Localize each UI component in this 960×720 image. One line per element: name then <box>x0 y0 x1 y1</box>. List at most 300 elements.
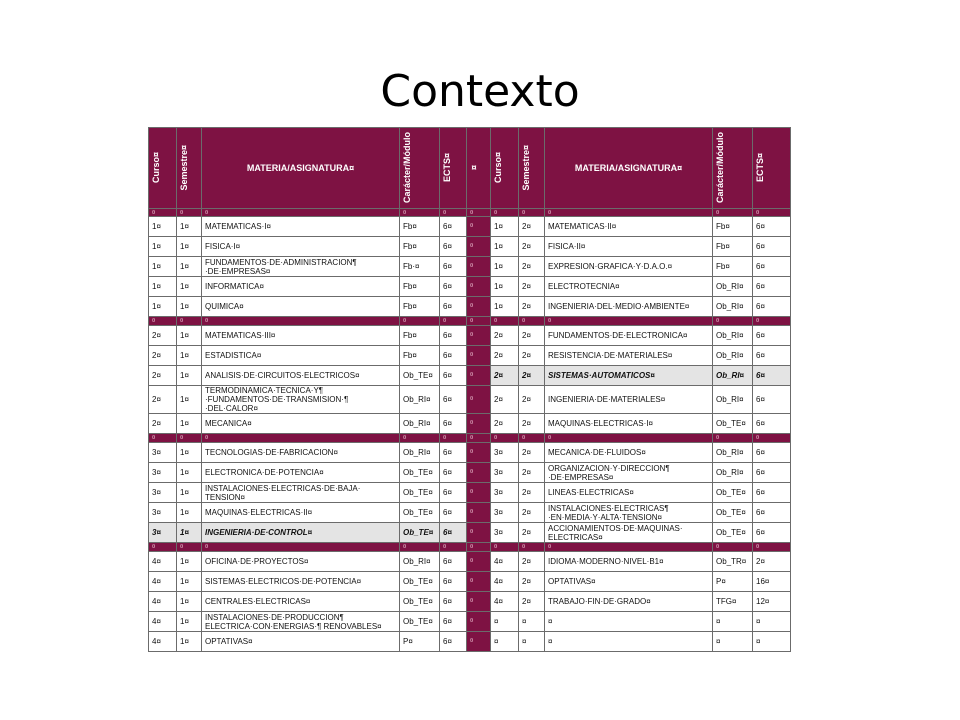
caracter-cell: Ob_RI¤ <box>713 277 753 297</box>
table-row <box>149 503 791 523</box>
table-row <box>149 592 791 612</box>
semestre-cell: 2¤ <box>519 217 545 237</box>
marker-cell: ¤ <box>519 209 545 217</box>
ects-cell: 6¤ <box>440 257 467 277</box>
separator-cell: ¤ <box>467 237 491 257</box>
table-row <box>149 217 791 237</box>
curso-cell: 1¤ <box>491 257 519 277</box>
caracter-cell: Ob_RI¤ <box>713 443 753 463</box>
materia-cell: INGENIERIA·DEL·MEDIO·AMBIENTE¤ <box>545 297 713 317</box>
separator-cell: ¤ <box>177 434 202 443</box>
separator-cell: ¤ <box>400 317 440 326</box>
table-row <box>149 414 791 434</box>
table-row <box>149 326 791 346</box>
materia-cell: MECANICA¤ <box>202 414 400 434</box>
ects-cell: 6¤ <box>440 503 467 523</box>
semestre-cell: 2¤ <box>519 572 545 592</box>
curso-cell: ¤ <box>491 632 519 652</box>
caracter-cell: P¤ <box>400 632 440 652</box>
marker-cell: ¤ <box>149 209 177 217</box>
curso-cell: 2¤ <box>491 326 519 346</box>
caracter-cell: Ob_TE¤ <box>400 523 440 543</box>
caracter-cell: Fb¤ <box>400 326 440 346</box>
table-row <box>149 297 791 317</box>
materia-cell: ELECTRONICA·DE·POTENCIA¤ <box>202 463 400 483</box>
semestre-cell: 1¤ <box>177 523 202 543</box>
marker-cell: ¤ <box>177 209 202 217</box>
semestre-cell: 1¤ <box>177 297 202 317</box>
caracter-cell: Ob_TE¤ <box>400 503 440 523</box>
semestre-cell: 1¤ <box>177 366 202 386</box>
semestre-cell: 1¤ <box>177 414 202 434</box>
separator-cell: ¤ <box>467 523 491 543</box>
caracter-cell: ¤ <box>713 632 753 652</box>
curriculum-table <box>148 127 791 652</box>
ects-cell: 6¤ <box>753 297 791 317</box>
caracter-cell: Ob_RI¤ <box>713 463 753 483</box>
caracter-cell: Fb¤ <box>400 277 440 297</box>
semestre-cell: 2¤ <box>519 326 545 346</box>
caracter-cell: ¤ <box>713 612 753 632</box>
table-row <box>149 572 791 592</box>
caracter-cell: Fb¤ <box>713 217 753 237</box>
caracter-cell: Ob_TE¤ <box>400 483 440 503</box>
semestre-cell: 1¤ <box>177 572 202 592</box>
caracter-cell: Ob_TE¤ <box>400 366 440 386</box>
separator-cell: ¤ <box>753 434 791 443</box>
curso-cell: 4¤ <box>491 592 519 612</box>
ects-cell: 6¤ <box>440 483 467 503</box>
separator-cell: ¤ <box>467 503 491 523</box>
materia-cell: RESISTENCIA·DE·MATERIALES¤ <box>545 346 713 366</box>
table-row <box>149 386 791 414</box>
caracter-cell: Ob_RI¤ <box>400 386 440 414</box>
materia-cell: SISTEMAS·ELECTRICOS·DE·POTENCIA¤ <box>202 572 400 592</box>
table-row <box>149 443 791 463</box>
header-mid: ¤ <box>467 128 491 209</box>
materia-cell: MECANICA·DE·FLUIDOS¤ <box>545 443 713 463</box>
separator-cell: ¤ <box>467 592 491 612</box>
ects-cell: 6¤ <box>753 483 791 503</box>
materia-cell: ORGANIZACION·Y·DIRECCION¶ ·DE·EMPRESAS¤ <box>545 463 713 483</box>
separator-cell: ¤ <box>467 632 491 652</box>
curso-cell: 2¤ <box>491 386 519 414</box>
header-curso-1: Curso¤ <box>149 128 177 209</box>
curso-cell: 4¤ <box>491 572 519 592</box>
materia-cell: CENTRALES·ELECTRICAS¤ <box>202 592 400 612</box>
separator-cell: ¤ <box>753 543 791 552</box>
marker-cell: ¤ <box>545 209 713 217</box>
curso-cell: 1¤ <box>149 217 177 237</box>
curso-cell: 4¤ <box>149 552 177 572</box>
curso-cell: 1¤ <box>491 237 519 257</box>
table-row <box>149 366 791 386</box>
curso-cell: 2¤ <box>149 386 177 414</box>
materia-cell: MATEMATICAS·III¤ <box>202 326 400 346</box>
ects-cell: 6¤ <box>753 523 791 543</box>
separator-cell: ¤ <box>467 543 491 552</box>
separator-cell: ¤ <box>149 434 177 443</box>
separator-cell: ¤ <box>491 434 519 443</box>
materia-cell: MATEMATICAS·I¤ <box>202 217 400 237</box>
curso-cell: 4¤ <box>149 612 177 632</box>
separator-cell: ¤ <box>467 257 491 277</box>
separator-cell: ¤ <box>400 543 440 552</box>
semestre-cell: 1¤ <box>177 277 202 297</box>
semestre-cell: 2¤ <box>519 237 545 257</box>
materia-cell: EXPRESION·GRAFICA·Y·D.A.O.¤ <box>545 257 713 277</box>
semestre-cell: 1¤ <box>177 443 202 463</box>
separator-cell: ¤ <box>467 386 491 414</box>
curso-cell: 1¤ <box>491 217 519 237</box>
semestre-cell: 2¤ <box>519 346 545 366</box>
separator-cell: ¤ <box>467 443 491 463</box>
materia-cell: OFICINA·DE·PROYECTOS¤ <box>202 552 400 572</box>
semestre-cell: 2¤ <box>519 386 545 414</box>
curso-cell: 2¤ <box>491 346 519 366</box>
materia-cell: ¤ <box>545 612 713 632</box>
materia-cell: ESTADISTICA¤ <box>202 346 400 366</box>
materia-cell: MAQUINAS·ELECTRICAS·II¤ <box>202 503 400 523</box>
ects-cell: 6¤ <box>440 237 467 257</box>
ects-cell: 6¤ <box>440 443 467 463</box>
header-ects-2: ECTS¤ <box>753 128 791 209</box>
separator-cell: ¤ <box>519 317 545 326</box>
ects-cell: ¤ <box>753 612 791 632</box>
header-semestre-2: Semestre¤ <box>519 128 545 209</box>
caracter-cell: Ob_RI¤ <box>713 366 753 386</box>
curso-cell: 3¤ <box>149 523 177 543</box>
table-row <box>149 523 791 543</box>
curso-cell: 4¤ <box>149 592 177 612</box>
header-row <box>149 128 791 209</box>
caracter-cell: Ob_RI¤ <box>713 326 753 346</box>
materia-cell: OPTATIVAS¤ <box>202 632 400 652</box>
separator-cell: ¤ <box>467 217 491 237</box>
caracter-cell: Ob_TE¤ <box>713 523 753 543</box>
ects-cell: 6¤ <box>440 414 467 434</box>
caracter-cell: Ob_TE¤ <box>400 592 440 612</box>
curso-cell: 1¤ <box>149 237 177 257</box>
semestre-cell: 1¤ <box>177 483 202 503</box>
semestre-cell: 1¤ <box>177 346 202 366</box>
caracter-cell: Ob_TE¤ <box>713 503 753 523</box>
curso-cell: 1¤ <box>491 297 519 317</box>
ects-cell: 6¤ <box>440 297 467 317</box>
separator-cell: ¤ <box>491 317 519 326</box>
ects-cell: 6¤ <box>753 463 791 483</box>
separator-cell: ¤ <box>467 346 491 366</box>
curso-cell: 2¤ <box>149 346 177 366</box>
curso-cell: 3¤ <box>149 483 177 503</box>
semestre-cell: 1¤ <box>177 552 202 572</box>
header-ects-1: ECTS¤ <box>440 128 467 209</box>
ects-cell: 16¤ <box>753 572 791 592</box>
curso-cell: 2¤ <box>491 366 519 386</box>
semestre-cell: 2¤ <box>519 443 545 463</box>
semestre-cell: 2¤ <box>519 277 545 297</box>
ects-cell: ¤ <box>753 632 791 652</box>
table-row <box>149 277 791 297</box>
marker-cell: ¤ <box>713 209 753 217</box>
marker-row <box>149 209 791 217</box>
materia-cell: OPTATIVAS¤ <box>545 572 713 592</box>
separator-cell: ¤ <box>545 543 713 552</box>
materia-cell: ELECTROTECNIA¤ <box>545 277 713 297</box>
separator-cell: ¤ <box>467 572 491 592</box>
materia-cell: SISTEMAS·AUTOMATICOS¤ <box>545 366 713 386</box>
separator-cell: ¤ <box>202 543 400 552</box>
caracter-cell: Ob_RI¤ <box>713 346 753 366</box>
ects-cell: 6¤ <box>440 612 467 632</box>
ects-cell: 6¤ <box>440 523 467 543</box>
ects-cell: 6¤ <box>753 346 791 366</box>
table-body <box>149 209 791 652</box>
caracter-cell: Fb¤ <box>400 217 440 237</box>
separator-row <box>149 317 791 326</box>
ects-cell: 6¤ <box>753 414 791 434</box>
materia-cell: INSTALACIONES·ELECTRICAS·DE·BAJA· TENSION¤ <box>202 483 400 503</box>
separator-cell: ¤ <box>440 543 467 552</box>
materia-cell: FISICA·II¤ <box>545 237 713 257</box>
separator-cell: ¤ <box>467 552 491 572</box>
slide-title: Contexto <box>380 66 580 117</box>
ects-cell: 6¤ <box>440 326 467 346</box>
caracter-cell: Fb¤ <box>400 237 440 257</box>
curso-cell: 3¤ <box>491 443 519 463</box>
separator-cell: ¤ <box>467 277 491 297</box>
materia-cell: FUNDAMENTOS·DE·ELECTRONICA¤ <box>545 326 713 346</box>
semestre-cell: 1¤ <box>177 463 202 483</box>
separator-cell: ¤ <box>491 543 519 552</box>
caracter-cell: Ob_RI¤ <box>713 386 753 414</box>
curso-cell: 1¤ <box>149 297 177 317</box>
caracter-cell: Fb¤ <box>713 257 753 277</box>
separator-cell: ¤ <box>467 366 491 386</box>
caracter-cell: Ob_TE¤ <box>400 612 440 632</box>
caracter-cell: Ob_TE¤ <box>400 572 440 592</box>
semestre-cell: 2¤ <box>519 297 545 317</box>
materia-cell: ANALISIS·DE·CIRCUITOS·ELECTRICOS¤ <box>202 366 400 386</box>
ects-cell: 6¤ <box>440 592 467 612</box>
table-row <box>149 463 791 483</box>
marker-cell: ¤ <box>753 209 791 217</box>
ects-cell: 6¤ <box>753 503 791 523</box>
ects-cell: 6¤ <box>440 217 467 237</box>
marker-cell: ¤ <box>202 209 400 217</box>
materia-cell: ACCIONAMIENTOS·DE·MAQUINAS· ELECTRICAS¤ <box>545 523 713 543</box>
semestre-cell: 2¤ <box>519 463 545 483</box>
semestre-cell: 2¤ <box>519 366 545 386</box>
separator-cell: ¤ <box>467 297 491 317</box>
curso-cell: 1¤ <box>149 257 177 277</box>
ects-cell: 6¤ <box>753 237 791 257</box>
curso-cell: 3¤ <box>491 483 519 503</box>
curso-cell: 3¤ <box>149 503 177 523</box>
separator-cell: ¤ <box>713 317 753 326</box>
separator-cell: ¤ <box>713 543 753 552</box>
curso-cell: 2¤ <box>149 326 177 346</box>
caracter-cell: TFG¤ <box>713 592 753 612</box>
curso-cell: 2¤ <box>491 414 519 434</box>
curso-cell: ¤ <box>491 612 519 632</box>
marker-cell: ¤ <box>440 209 467 217</box>
separator-cell: ¤ <box>202 317 400 326</box>
curso-cell: 3¤ <box>149 463 177 483</box>
caracter-cell: Ob_RI¤ <box>400 443 440 463</box>
ects-cell: 6¤ <box>753 277 791 297</box>
ects-cell: 6¤ <box>440 463 467 483</box>
caracter-cell: Ob_TE¤ <box>713 483 753 503</box>
separator-cell: ¤ <box>177 317 202 326</box>
ects-cell: 6¤ <box>440 572 467 592</box>
materia-cell: TECNOLOGIAS·DE·FABRICACION¤ <box>202 443 400 463</box>
separator-cell: ¤ <box>440 317 467 326</box>
curso-cell: 2¤ <box>149 366 177 386</box>
semestre-cell: 1¤ <box>177 632 202 652</box>
semestre-cell: 2¤ <box>519 483 545 503</box>
separator-cell: ¤ <box>753 317 791 326</box>
separator-cell: ¤ <box>467 463 491 483</box>
curso-cell: 3¤ <box>491 463 519 483</box>
table-row <box>149 632 791 652</box>
separator-cell: ¤ <box>467 326 491 346</box>
separator-cell: ¤ <box>467 414 491 434</box>
ects-cell: 6¤ <box>753 443 791 463</box>
caracter-cell: Ob_RI¤ <box>400 552 440 572</box>
ects-cell: 6¤ <box>753 257 791 277</box>
semestre-cell: 1¤ <box>177 257 202 277</box>
semestre-cell: 1¤ <box>177 326 202 346</box>
marker-cell: ¤ <box>400 209 440 217</box>
separator-cell: ¤ <box>149 543 177 552</box>
materia-cell: INSTALACIONES·ELECTRICAS¶ ·EN·MEDIA·Y·ALTA·TENSION¤ <box>545 503 713 523</box>
caracter-cell: Ob_RI¤ <box>713 297 753 317</box>
materia-cell: FUNDAMENTOS·DE·ADMINISTRACION¶ ·DE·EMPRESAS¤ <box>202 257 400 277</box>
caracter-cell: Ob_RI¤ <box>400 414 440 434</box>
separator-cell: ¤ <box>177 543 202 552</box>
materia-cell: FISICA·I¤ <box>202 237 400 257</box>
caracter-cell: Ob_TR¤ <box>713 552 753 572</box>
caracter-cell: Fb·¤ <box>400 257 440 277</box>
header-materia-1: MATERIA/ASIGNATURA¤ <box>202 128 400 209</box>
semestre-cell: 1¤ <box>177 386 202 414</box>
semestre-cell: 2¤ <box>519 552 545 572</box>
caracter-cell: P¤ <box>713 572 753 592</box>
materia-cell: INGENIERIA·DE·CONTROL¤ <box>202 523 400 543</box>
ects-cell: 6¤ <box>440 632 467 652</box>
caracter-cell: Fb¤ <box>713 237 753 257</box>
materia-cell: LINEAS·ELECTRICAS¤ <box>545 483 713 503</box>
materia-cell: QUIMICA¤ <box>202 297 400 317</box>
ects-cell: 6¤ <box>440 366 467 386</box>
table-row <box>149 257 791 277</box>
semestre-cell: 1¤ <box>177 503 202 523</box>
semestre-cell: 1¤ <box>177 237 202 257</box>
header-caracter-2: Carácter/Módulo <box>713 128 753 209</box>
separator-cell: ¤ <box>467 434 491 443</box>
curso-cell: 4¤ <box>149 632 177 652</box>
caracter-cell: Ob_TE¤ <box>400 463 440 483</box>
header-materia-2: MATERIA/ASIGNATURA¤ <box>545 128 713 209</box>
curso-cell: 4¤ <box>491 552 519 572</box>
semestre-cell: ¤ <box>519 632 545 652</box>
semestre-cell: ¤ <box>519 612 545 632</box>
curso-cell: 1¤ <box>149 277 177 297</box>
separator-cell: ¤ <box>149 317 177 326</box>
header-caracter-1: Carácter/Módulo <box>400 128 440 209</box>
ects-cell: 6¤ <box>753 366 791 386</box>
separator-cell: ¤ <box>519 434 545 443</box>
semestre-cell: 2¤ <box>519 523 545 543</box>
ects-cell: 6¤ <box>753 217 791 237</box>
header-semestre-1: Semestre¤ <box>177 128 202 209</box>
curso-cell: 2¤ <box>149 414 177 434</box>
table-row <box>149 483 791 503</box>
semestre-cell: 2¤ <box>519 503 545 523</box>
separator-cell: ¤ <box>202 434 400 443</box>
curso-cell: 3¤ <box>149 443 177 463</box>
separator-cell: ¤ <box>545 317 713 326</box>
separator-cell: ¤ <box>467 483 491 503</box>
ects-cell: 6¤ <box>440 277 467 297</box>
separator-cell: ¤ <box>400 434 440 443</box>
ects-cell: 6¤ <box>440 386 467 414</box>
separator-cell: ¤ <box>467 612 491 632</box>
materia-cell: TERMODINAMICA·TECNICA·Y¶ ·FUNDAMENTOS·DE·TRANSMISION·¶ ·DEL·CALOR¤ <box>202 386 400 414</box>
table-row <box>149 552 791 572</box>
marker-cell: ¤ <box>467 209 491 217</box>
materia-cell: ¤ <box>545 632 713 652</box>
materia-cell: MAQUINAS·ELECTRICAS·I¤ <box>545 414 713 434</box>
caracter-cell: Ob_TE¤ <box>713 414 753 434</box>
materia-cell: MATEMATICAS·II¤ <box>545 217 713 237</box>
materia-cell: INFORMATICA¤ <box>202 277 400 297</box>
materia-cell: IDIOMA·MODERNO·NIVEL·B1¤ <box>545 552 713 572</box>
separator-cell: ¤ <box>713 434 753 443</box>
curso-cell: 4¤ <box>149 572 177 592</box>
ects-cell: 6¤ <box>440 552 467 572</box>
materia-cell: INGENIERIA·DE·MATERIALES¤ <box>545 386 713 414</box>
semestre-cell: 2¤ <box>519 592 545 612</box>
caracter-cell: Fb¤ <box>400 297 440 317</box>
curso-cell: 1¤ <box>491 277 519 297</box>
semestre-cell: 2¤ <box>519 257 545 277</box>
separator-cell: ¤ <box>467 317 491 326</box>
ects-cell: 6¤ <box>753 386 791 414</box>
ects-cell: 6¤ <box>753 326 791 346</box>
materia-cell: INSTALACIONES·DE·PRODUCCION¶ ELECTRICA·CON·ENERGIAS·¶ RENOVABLES¤ <box>202 612 400 632</box>
marker-cell: ¤ <box>491 209 519 217</box>
materia-cell: TRABAJO·FIN·DE·GRADO¤ <box>545 592 713 612</box>
header-curso-2: Curso¤ <box>491 128 519 209</box>
caracter-cell: Fb¤ <box>400 346 440 366</box>
table-row <box>149 612 791 632</box>
curso-cell: 3¤ <box>491 523 519 543</box>
separator-cell: ¤ <box>545 434 713 443</box>
curriculum-table-container <box>148 127 790 697</box>
ects-cell: 12¤ <box>753 592 791 612</box>
semestre-cell: 1¤ <box>177 612 202 632</box>
semestre-cell: 1¤ <box>177 592 202 612</box>
ects-cell: 2¤ <box>753 552 791 572</box>
semestre-cell: 2¤ <box>519 414 545 434</box>
table-row <box>149 237 791 257</box>
curso-cell: 3¤ <box>491 503 519 523</box>
table-row <box>149 346 791 366</box>
separator-row <box>149 434 791 443</box>
separator-row <box>149 543 791 552</box>
